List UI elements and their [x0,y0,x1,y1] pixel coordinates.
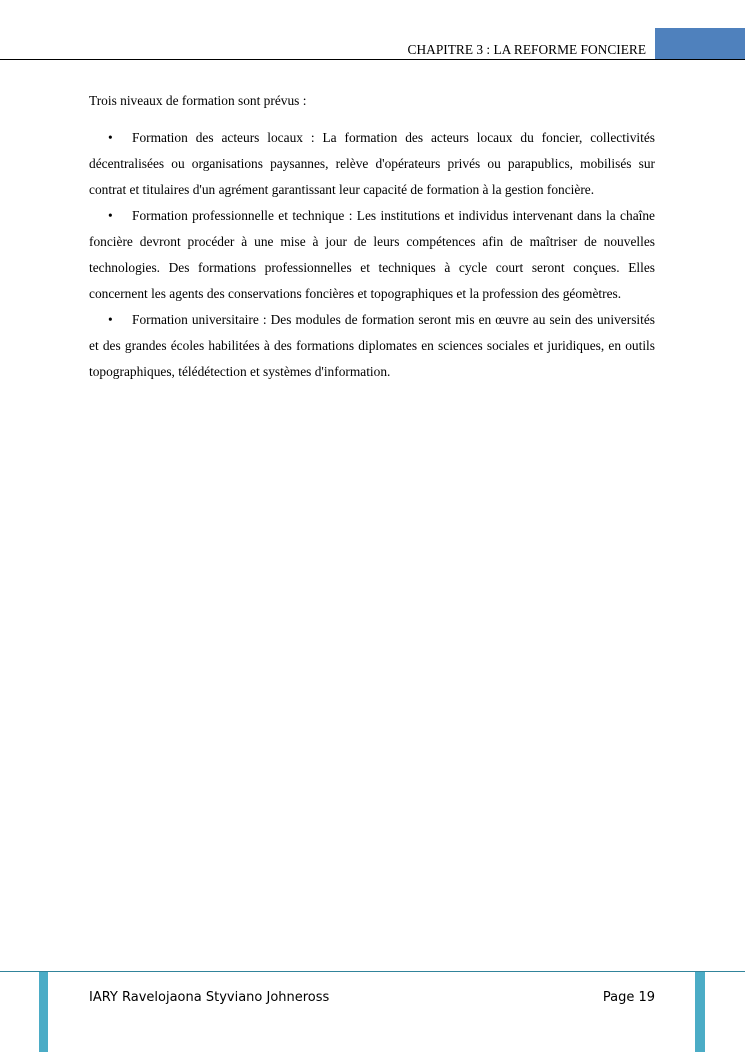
chapter-header: CHAPITRE 3 : LA REFORME FONCIERE [407,42,646,57]
list-item [89,307,655,385]
list-item [89,203,655,307]
list-item [89,125,655,203]
intro-paragraph: Trois niveaux de formation sont prévus : [89,93,307,108]
training-levels-list [89,125,655,385]
footer-accent-bar-right [695,972,705,1052]
page-body [89,88,655,385]
header-accent-block [655,28,745,60]
bullet-icon: • [108,312,113,327]
list-item-text: Formation professionnelle et technique : Les institutions et individus intervenant dans la chaîne foncière devront procéder à une mise à jour de leurs compétences afin de maîtriser de nouvelles technologies. Des formations professionnelles et techniques à cycle court seront conçues. Elles concernent les agents des conservations foncières et topographiques et la profession des géomètres. [89,208,655,301]
footer-accent-bar-left [39,972,48,1052]
list-item-text: Formation universitaire : Des modules de formation seront mis en œuvre au sein des universités et des grandes écoles habilitées à des formations diplomates en sciences sociales et juridiques, en outils topographiques, télédétection et systèmes d'information. [89,312,655,379]
page-number: Page 19 [602,990,655,1005]
bullet-icon: • [108,130,113,145]
footer-rule [0,971,745,972]
header-rule [0,59,745,60]
bullet-icon: • [108,208,113,223]
list-item-text: Formation des acteurs locaux : La formation des acteurs locaux du foncier, collectivités décentralisées ou organisations paysannes, relève d'opérateurs privés ou parapublics, mobilisés sur contrat et titulaires d'un agrément garantissant leur capacité de formation à la gestion foncière. [89,130,655,197]
footer-author: IARY Ravelojaona Styviano Johneross [89,990,330,1005]
